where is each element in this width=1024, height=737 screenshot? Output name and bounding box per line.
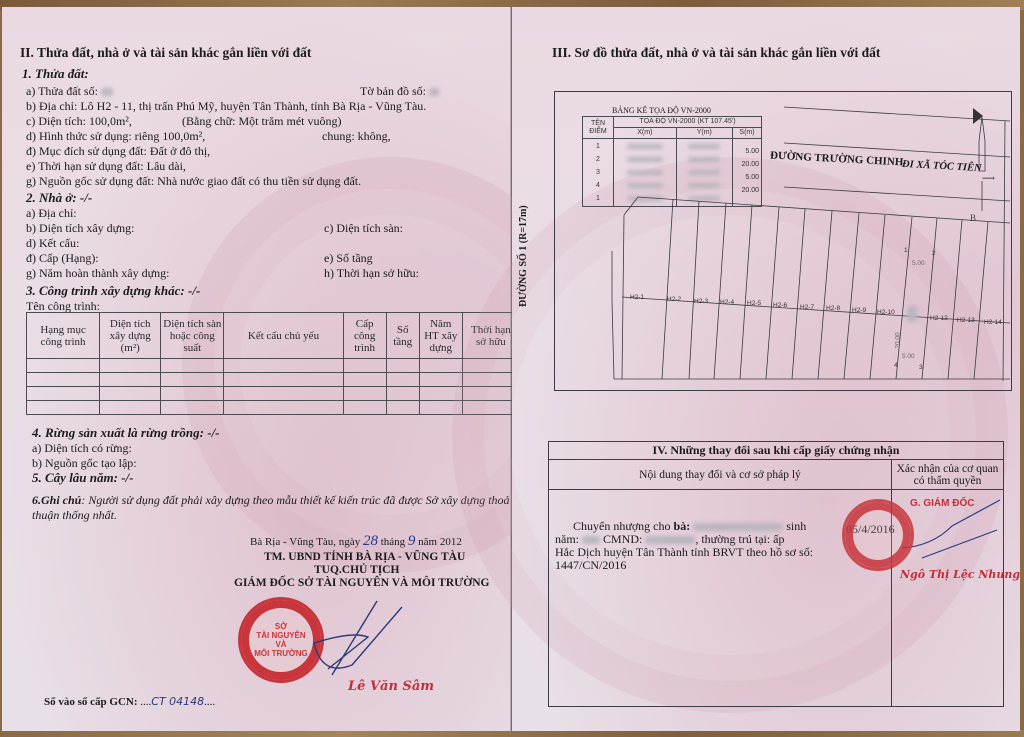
map-sheet-number: Tờ bản đồ số: — [360, 84, 439, 98]
signer-name: Lê Văn Sâm — [348, 679, 434, 694]
road-top-label: ĐƯỜNG TRƯỜNG CHINH — [769, 149, 904, 169]
col-header: Thời hạn sở hữu — [462, 313, 519, 359]
corner-label: 4 — [894, 362, 898, 369]
dimension-label: 5.00 — [912, 260, 925, 267]
other-works-heading: 3. Công trình xây dựng khác: -/- — [26, 283, 201, 298]
house-floors: e) Số tầng — [324, 251, 373, 265]
land-area-words: (Bằng chữ: Một trăm mét vuông) — [182, 114, 342, 128]
section-ii-title: II. Thửa đất, nhà ở và tài sản khác gắn liền với đất — [20, 45, 312, 60]
col-content-header: Nội dung thay đổi và cơ sở pháp lý — [549, 460, 892, 490]
lot-plan-drawing — [554, 91, 1010, 389]
perennial-heading: 5. Cây lâu năm: -/- — [32, 470, 134, 485]
col-header-group: TỌA ĐỘ VN-2000 (KT 107.45') — [614, 117, 762, 128]
coord-table-title: BẢNG KÊ TỌA ĐỘ VN-2000 — [612, 106, 711, 115]
point-names: 1 2 3 4 1 — [583, 139, 614, 207]
house-year-built: g) Năm hoàn thành xây dựng: — [26, 266, 170, 280]
lot-label: H2-8 — [826, 305, 841, 312]
corner-label: 3 — [919, 364, 923, 371]
col-header: Cấp công trình — [343, 313, 386, 359]
signing-place-date: Bà Rịa - Vũng Tàu, ngày 28 tháng 9 năm 2012 — [250, 533, 462, 549]
lot-label: H2-5 — [747, 300, 762, 307]
land-purpose: đ) Mục đích sử dụng đất: Đất ở đô thị, — [26, 144, 211, 158]
signing-line-1: TM. UBND TỈNH BÀ RỊA - VŨNG TÀU — [264, 551, 466, 563]
confirm-date: 05/4/2016 — [846, 522, 895, 536]
col-header: Số tầng — [386, 313, 419, 359]
dimension-label: 5.00 — [902, 353, 915, 360]
col-header: TÊN ĐIỂM — [583, 117, 614, 139]
forest-heading: 4. Rừng sản xuất là rừng trồng: -/- — [32, 425, 220, 440]
house-structure: d) Kết cấu: — [26, 236, 80, 250]
distances: 5.00 20.00 5.00 20.00 — [733, 139, 762, 207]
redacted-value — [101, 88, 113, 96]
land-origin: g) Nguồn gốc sử dụng đất: Nhà nước giao đất có thu tiền sử dụng đất. — [26, 174, 362, 188]
col-header: Y(m) — [676, 128, 732, 139]
confirm-title: G. GIÁM ĐỐC — [910, 498, 975, 509]
certificate-right-page — [512, 7, 1020, 731]
usage-form: d) Hình thức sử dụng: riêng 100,0m², — [26, 129, 206, 143]
col-header: Diện tích xây dựng (m²) — [100, 313, 161, 359]
redacted-value — [429, 88, 439, 96]
forest-area: a) Diện tích có rừng: — [32, 441, 132, 455]
col-confirm-header: Xác nhận của cơ quan có thẩm quyền — [892, 460, 1004, 490]
signing-line-2: TUQ.CHỦ TỊCH — [314, 564, 400, 576]
other-works-name-label: Tên công trình: — [26, 299, 100, 313]
lot-label: H2-13 — [957, 317, 975, 324]
district-stamp — [842, 499, 914, 571]
house-built-area: b) Diện tích xây dựng: — [26, 221, 135, 235]
col-header: Kết cấu chủ yếu — [224, 313, 343, 359]
lot-label: H2-3 — [694, 298, 709, 305]
lot-label: H2-9 — [852, 307, 867, 314]
lot-label: H2-7 — [800, 304, 815, 311]
lot-label: H2-12 — [930, 315, 948, 322]
table-row — [27, 387, 520, 401]
land-address: b) Địa chỉ: Lô H2 - 11, thị trấn Phú Mỹ, huyện Tân Thành, tỉnh Bà Rịa - Vũng Tàu. — [26, 99, 427, 113]
signing-line-3: GIÁM ĐỐC SỞ TÀI NGUYÊN VÀ MÔI TRƯỜNG — [234, 577, 490, 589]
road-left-label: ĐƯỜNG SỐ 1 (R=17m) — [518, 205, 529, 307]
change-entry: Chuyển nhượng cho bà: sinh năm: CMND: , thường trú tại: ấp Hắc Dịch huyện Tân Thành tỉnh BRVT theo hồ sơ số: 1447/CN/2016 — [549, 490, 892, 707]
corner-label: 1 — [904, 247, 908, 254]
house-floor-area: c) Diện tích sàn: — [324, 221, 403, 235]
house-address: a) Địa chỉ: — [26, 206, 77, 220]
lot-label: H2-6 — [773, 302, 788, 309]
other-works-table — [26, 312, 520, 415]
land-heading: 1. Thửa đất: — [22, 66, 89, 81]
lot-label: H2-4 — [720, 299, 735, 306]
land-area: c) Diện tích: 100,0m², — [26, 114, 132, 128]
col-header: Diện tích sàn hoặc công suất — [161, 313, 224, 359]
table-row — [27, 359, 520, 373]
table-row — [27, 401, 520, 415]
changes-heading: IV. Những thay đổi sau khi cấp giấy chứng nhận — [549, 442, 1004, 460]
lot-label: H2-1 — [630, 294, 645, 301]
signature-scribble — [292, 595, 422, 685]
table-row — [27, 373, 520, 387]
table-surface-bottom — [0, 730, 1024, 737]
col-header: S(m) — [733, 128, 762, 139]
note: 6.Ghi chú: Người sử dụng đất phải xây dựng theo mẫu thiết kế kiến trúc đã được Sở xây dựng thoả thuận thống nhất. — [32, 493, 510, 522]
parcel-number: a) Thửa đất số: — [26, 84, 113, 98]
land-term: e) Thời hạn sử dụng đất: Lâu dài, — [26, 159, 186, 173]
section-iii-title: III. Sơ đồ thửa đất, nhà ở và tài sản khác gắn liền với đất — [552, 45, 881, 60]
official-stamp: SỞ TÀI NGUYÊN VÀ MÔI TRƯỜNG — [238, 597, 324, 683]
direction-arrow-icon: ⟶ — [982, 173, 995, 183]
lot-h2-11-redacted — [907, 305, 917, 323]
lot-label: H2-14 — [984, 319, 1002, 326]
usage-shared: chung: không, — [322, 129, 391, 143]
col-header: X(m) — [614, 128, 677, 139]
lot-label: H2-2 — [667, 296, 682, 303]
house-grade: đ) Cấp (Hạng): — [26, 251, 99, 265]
forest-origin: b) Nguồn gốc tạo lập: — [32, 456, 137, 470]
house-heading: 2. Nhà ở: -/- — [26, 190, 93, 205]
road-direction-label: ĐI XÃ TÓC TIÊN — [901, 158, 982, 175]
north-arrow-icon: B — [970, 213, 977, 223]
table-header-row — [27, 313, 520, 359]
lot-label: H2-10 — [877, 309, 895, 316]
certificate-left-page — [2, 7, 511, 731]
house-ownership-term: h) Thời hạn sở hữu: — [324, 266, 419, 280]
col-header: Hạng mục công trình — [27, 313, 100, 359]
dimension-label: 20.00 — [894, 332, 902, 349]
col-header: Năm HT xây dựng — [419, 313, 462, 359]
corner-label: 2 — [932, 250, 936, 257]
registry-number: Số vào sổ cấp GCN: ....CT 04148.... — [44, 695, 216, 708]
changes-table — [548, 441, 1021, 707]
confirm-signer: Ngô Thị Lệc Nhung — [900, 568, 1021, 581]
